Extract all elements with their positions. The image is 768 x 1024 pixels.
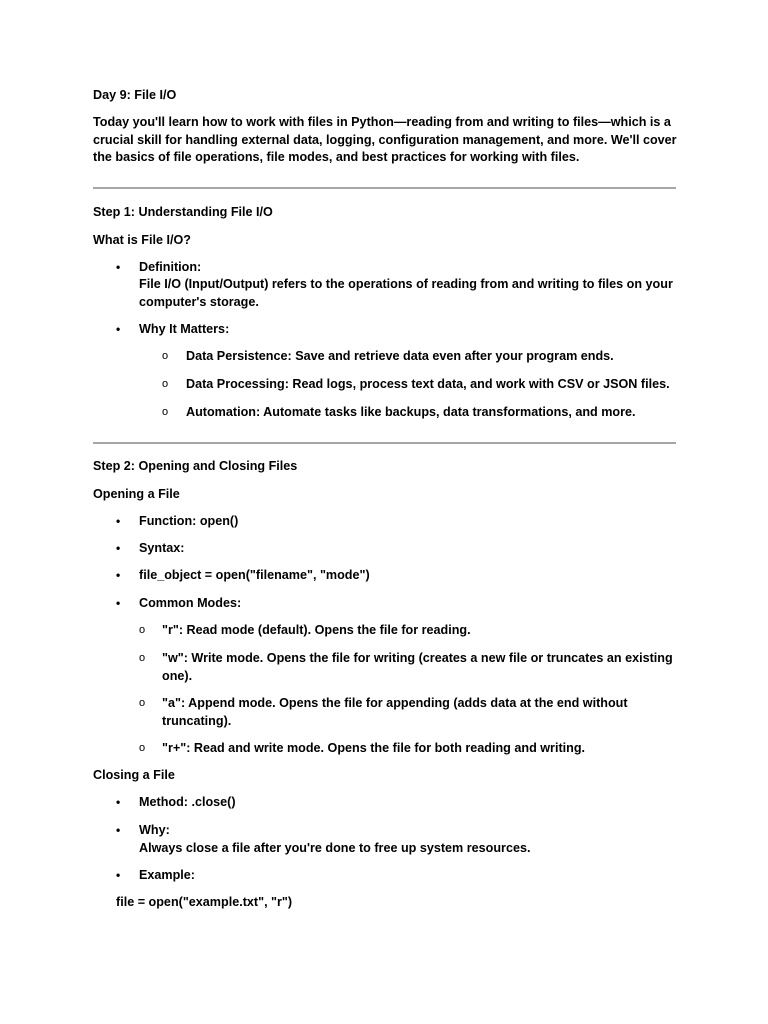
syntax-item: Syntax: — [139, 541, 185, 555]
section-divider — [93, 442, 676, 444]
circle-bullet-icon: o — [139, 652, 146, 664]
bullet-icon: • — [116, 568, 121, 582]
circle-bullet-icon: o — [162, 406, 169, 418]
bullet-icon: • — [116, 514, 121, 528]
why-text: Always close a file after you're done to free up system resources. — [139, 841, 531, 855]
circle-bullet-icon: o — [162, 378, 169, 390]
circle-bullet-icon: o — [139, 697, 146, 709]
section-divider — [93, 187, 676, 189]
example-label: Example: — [139, 868, 195, 882]
definition-label: Definition: — [139, 260, 202, 274]
bullet-icon: • — [116, 322, 121, 336]
definition-text: File I/O (Input/Output) refers to the operations of reading from and writing to files on your computer's storage. — [139, 277, 673, 309]
list-item: Data Persistence: Save and retrieve data even after your program ends. — [186, 349, 614, 363]
opening-file-heading: Opening a File — [93, 487, 180, 501]
mode-item: "r": Read mode (default). Opens the file for reading. — [162, 623, 471, 637]
step1-subheading: What is File I/O? — [93, 233, 191, 247]
method-item: Method: .close() — [139, 795, 236, 809]
circle-bullet-icon: o — [139, 624, 146, 636]
function-item: Function: open() — [139, 514, 239, 528]
circle-bullet-icon: o — [162, 350, 169, 362]
mode-item: "r+": Read and write mode. Opens the file for both reading and writing. — [162, 741, 586, 755]
why-it-matters-label: Why It Matters: — [139, 322, 230, 336]
bullet-icon: • — [116, 260, 121, 274]
syntax-code: file_object = open("filename", "mode") — [139, 568, 370, 582]
list-item: Data Processing: Read logs, process text data, and work with CSV or JSON files. — [186, 377, 670, 391]
intro-paragraph: Today you'll learn how to work with files in Python—reading from and writing to files—which is a crucial skill for handling external data, logging, configuration management, and more. We'll cover the basics of file operations, file modes, and best practices for working with files. — [93, 115, 677, 164]
example-code: file = open("example.txt", "r") — [116, 895, 293, 909]
circle-bullet-icon: o — [139, 742, 146, 754]
bullet-icon: • — [116, 823, 121, 837]
step2-heading: Step 2: Opening and Closing Files — [93, 459, 298, 473]
bullet-icon: • — [116, 541, 121, 555]
bullet-icon: • — [116, 596, 121, 610]
bullet-icon: • — [116, 795, 121, 809]
mode-item: "a": Append mode. Opens the file for appending (adds data at the end without truncating). — [162, 696, 628, 728]
bullet-icon: • — [116, 868, 121, 882]
closing-file-heading: Closing a File — [93, 768, 175, 782]
why-label: Why: — [139, 823, 170, 837]
page-title: Day 9: File I/O — [93, 88, 177, 102]
common-modes-label: Common Modes: — [139, 596, 242, 610]
list-item: Automation: Automate tasks like backups, data transformations, and more. — [186, 405, 636, 419]
mode-item: "w": Write mode. Opens the file for writing (creates a new file or truncates an existing one). — [162, 651, 673, 683]
step1-heading: Step 1: Understanding File I/O — [93, 205, 273, 219]
